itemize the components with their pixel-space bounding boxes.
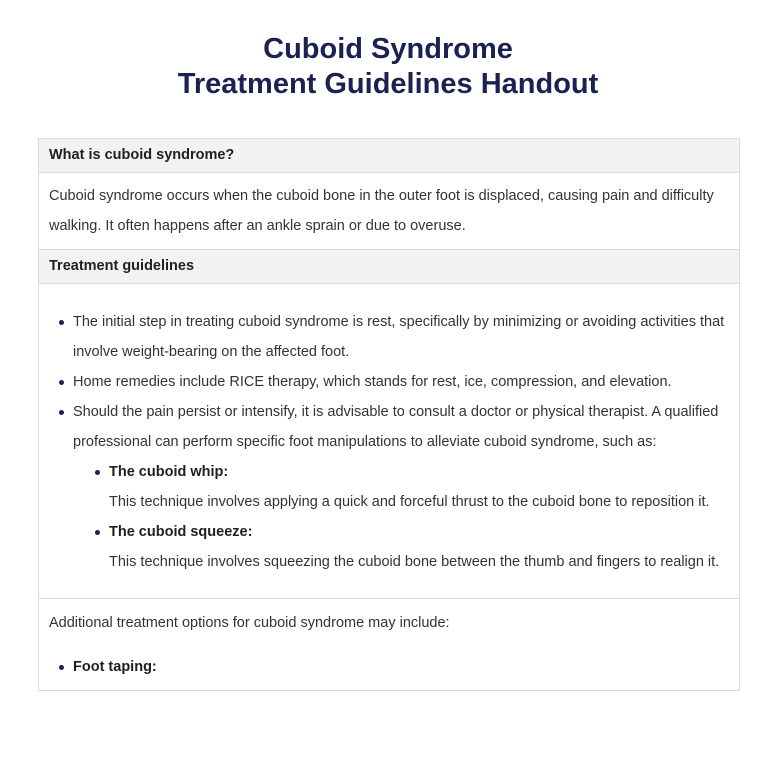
item-title: The cuboid whip:: [109, 464, 229, 480]
list-item: [109, 457, 729, 517]
manipulations-list: [73, 457, 729, 577]
section-body: [39, 599, 739, 691]
list-item: The initial step in treating cuboid syndrome is rest, specifically by minimizing or avoiding activities that involve weight-bearing on the affected foot.: [73, 307, 729, 367]
item-text: This technique involves squeezing the cuboid bone between the thumb and fingers to realign it.: [109, 554, 720, 570]
list-item: [73, 397, 729, 577]
additional-intro: Additional treatment options for cuboid syndrome may include:: [49, 615, 450, 631]
list-item: Home remedies include RICE therapy, which stands for rest, ice, compression, and elevation.: [73, 367, 729, 397]
item-text: This technique involves applying a quick and forceful thrust to the cuboid bone to reposition it.: [109, 494, 710, 510]
guidelines-list: [49, 307, 729, 577]
item-title: The cuboid squeeze:: [109, 524, 253, 540]
section-body: [39, 284, 739, 599]
list-item: [109, 517, 729, 577]
section-body: [39, 173, 739, 250]
section-heading: Treatment guidelines: [39, 250, 739, 284]
additional-list: [49, 652, 729, 682]
list-item-text: Should the pain persist or intensify, it is advisable to consult a doctor or physical therapist. A qualified professional can perform specific foot manipulations to alleviate cuboid syndrome, such as:: [73, 404, 719, 450]
definition-text: Cuboid syndrome occurs when the cuboid bone in the outer foot is displaced, causing pain and difficulty walking. It often happens after an ankle sprain or due to overuse.: [49, 188, 714, 234]
section-heading: What is cuboid syndrome?: [39, 139, 739, 173]
item-title: Foot taping:: [73, 659, 157, 675]
page-title: [0, 32, 776, 102]
list-item: [73, 652, 729, 682]
title-line-2: Treatment Guidelines Handout: [177, 68, 599, 100]
guidelines-table: [38, 138, 740, 691]
title-line-1: Cuboid Syndrome: [263, 33, 513, 65]
